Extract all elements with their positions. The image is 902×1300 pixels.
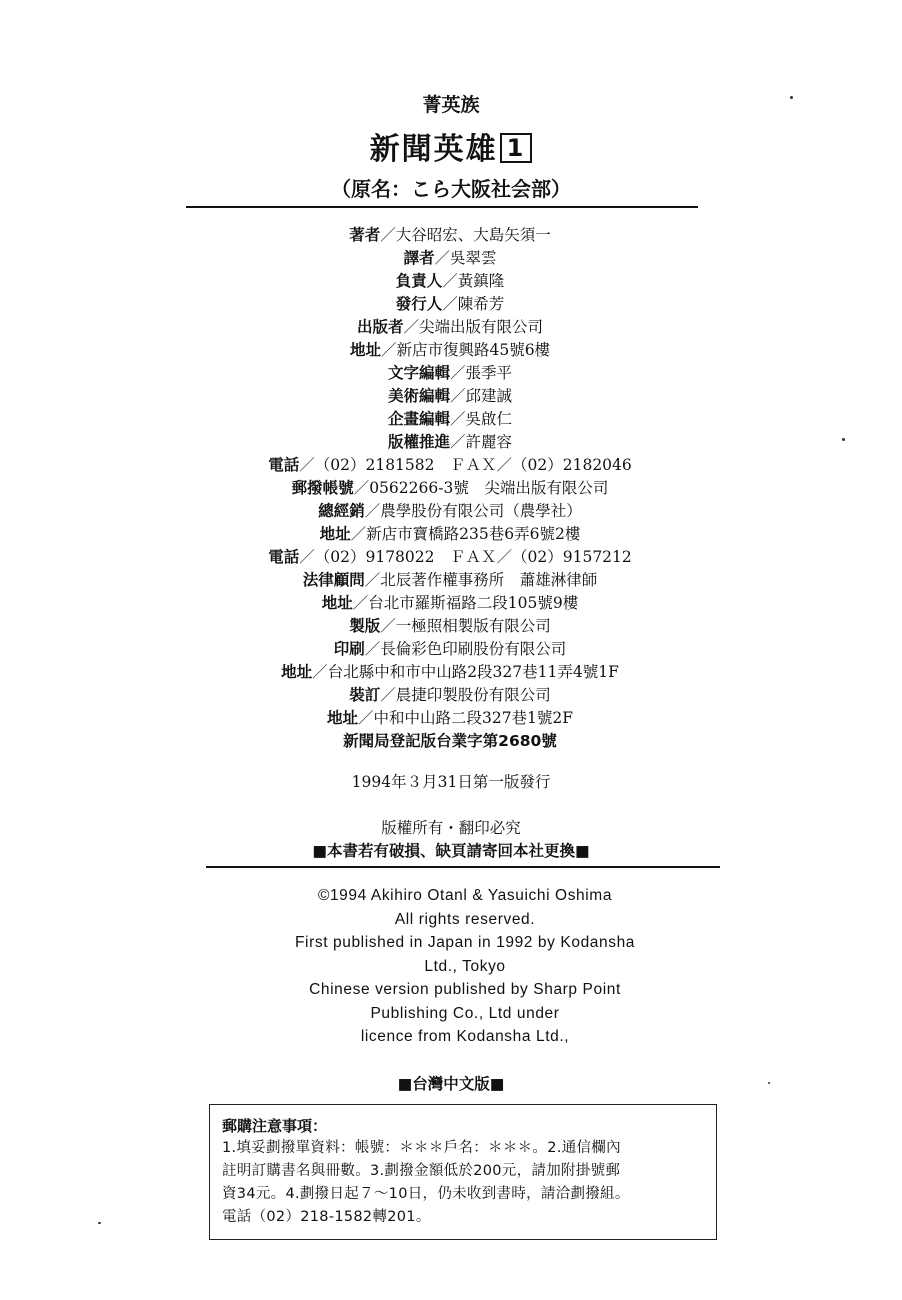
registration-number: 新聞局登記版台業字第2680號 xyxy=(343,732,557,750)
book-title xyxy=(0,124,902,168)
credit-line: 地址／台北市羅斯福路二段105號9樓 xyxy=(321,594,579,612)
credit-line: 總經銷／農學股份有限公司（農學社） xyxy=(318,502,582,520)
credit-line: 製版／一極照相製版有限公司 xyxy=(349,617,551,635)
replacement-notice: ■本書若有破損、缺頁請寄回本社更換■ xyxy=(312,842,590,860)
english-line: First published in Japan in 1992 by Kodansha xyxy=(294,934,636,951)
scan-speck xyxy=(98,1222,101,1224)
credit-line: 印刷／長倫彩色印刷股份有限公司 xyxy=(333,640,567,658)
credit-line: 法律顧問／北辰著作權事務所 蕭雄淋律師 xyxy=(302,571,598,589)
credit-line: 企畫編輯／吳啟仁 xyxy=(387,410,513,428)
top-divider xyxy=(186,206,698,208)
english-line: licence from Kodansha Ltd., xyxy=(360,1028,570,1045)
notice-line: 註明訂購書名與冊數。3.劃撥金額低於200元，請加附掛號郵 xyxy=(222,1163,621,1179)
english-copyright xyxy=(200,884,730,1049)
english-line: ©1994 Akihiro Otanl & Yasuichi Oshima xyxy=(317,887,613,904)
notice-heading: 郵購注意事項： xyxy=(222,1117,328,1135)
credits-list xyxy=(230,224,670,753)
rights-notice: 版權所有・翻印必究 xyxy=(381,819,521,837)
credit-line: 郵撥帳號／0562266-3號 尖端出版有限公司 xyxy=(291,479,609,497)
credit-line: 地址／新店市復興路45號6樓 xyxy=(349,341,551,359)
english-line: Ltd., Tokyo xyxy=(424,957,506,975)
english-line: Chinese version published by Sharp Point xyxy=(309,981,621,998)
original-title: （原名：こら大阪社会部） xyxy=(331,177,571,201)
english-line: All rights reserved. xyxy=(394,910,536,928)
credit-line: 地址／新店市寶橋路235巷6弄6號2樓 xyxy=(319,525,581,543)
middle-divider xyxy=(206,866,720,868)
edition-label: ■台灣中文版■ xyxy=(397,1075,505,1093)
scan-speck xyxy=(790,96,793,99)
credit-line: 美術編輯／邱建誠 xyxy=(387,387,513,405)
series-name: 菁英族 xyxy=(422,94,480,116)
credit-line: 裝訂／晨捷印製股份有限公司 xyxy=(349,686,551,704)
credit-line: 地址／中和中山路二段327巷1號2F xyxy=(326,709,574,727)
notice-line: 1.填妥劃撥單資料：帳號：＊＊＊戶名：＊＊＊。2.通信欄內 xyxy=(222,1140,621,1156)
mail-order-notice xyxy=(209,1104,717,1240)
book-title-text: 新聞英雄 xyxy=(369,132,498,167)
credit-line: 發行人／陳希芳 xyxy=(395,295,505,313)
credit-line: 譯者／吳翠雲 xyxy=(403,249,497,267)
credit-line: 出版者／尖端出版有限公司 xyxy=(356,318,544,336)
credit-line: 著者／大谷昭宏、大島矢須一 xyxy=(349,226,551,244)
credit-line: 負責人／黃鎮隆 xyxy=(395,272,505,290)
volume-number: 1 xyxy=(500,133,533,163)
scan-speck xyxy=(768,1082,770,1084)
publish-date: 1994年３月31日第一版發行 xyxy=(351,773,551,791)
scan-speck xyxy=(842,438,845,441)
credit-line: 地址／台北縣中和市中山路2段327巷11弄4號1F xyxy=(281,663,619,681)
notice-line: 資34元。4.劃撥日起７～10日，仍未收到書時，請洽劃撥組。 xyxy=(222,1186,630,1202)
credit-line: 電話／（02）9178022 ＦＡＸ／（02）9157212 xyxy=(268,548,632,566)
credit-line: 版權推進／許麗容 xyxy=(387,433,513,451)
notice-line: 電話（02）218-1582轉201。 xyxy=(222,1209,431,1225)
english-line: Publishing Co., Ltd under xyxy=(370,1004,560,1022)
credit-line: 電話／（02）2181582 ＦＡＸ／（02）2182046 xyxy=(268,456,632,474)
credit-line: 文字編輯／張季平 xyxy=(387,364,513,382)
